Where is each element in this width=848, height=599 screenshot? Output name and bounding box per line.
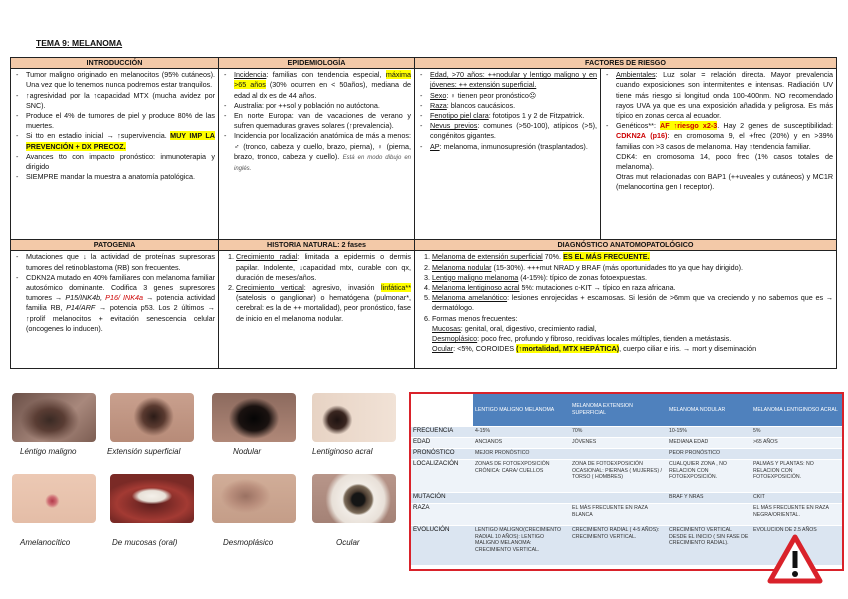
comparison-row-header: PRONÓSTICO bbox=[411, 449, 473, 460]
comparison-cell: MEJOR PRONÓSTICO bbox=[473, 449, 570, 460]
mucosas-oral-photo bbox=[110, 474, 194, 523]
intro-item: - Tumor maligno originado en melanocitos (95% cutáneos). Una vez que lo tenemos nunca podremos estar tranquilos. bbox=[26, 70, 215, 90]
summary-table bbox=[10, 57, 837, 369]
comparison-row bbox=[411, 438, 842, 449]
diag-item: 3. Lentigo maligno melanoma (4-15%): típico de zonas fotoexpuestas. bbox=[432, 273, 833, 283]
epi-item: - Incidencia por localización anatómica de más a menos: ♂ (tronco, cabeza y cuello, brazo, pierna), ♀ (pierna, brazo, tronco, cabeza y cuello). Está en modo dibujo en inglés. bbox=[234, 131, 411, 174]
comparison-cell: 10-15% bbox=[667, 427, 751, 438]
riesgo-item: - Sexo: ♀ tienen peor pronóstico☹ bbox=[430, 91, 597, 101]
intro-item: - ↑agresividad por la ↑capacidad MTX (mucha avidez por SNC). bbox=[26, 91, 215, 111]
comparison-cell bbox=[473, 504, 570, 526]
comparison-cell: EL MÁS FRECUENTE EN RAZA BLANCA bbox=[570, 504, 667, 526]
comparison-cell: CKIT bbox=[751, 493, 842, 504]
warning-icon bbox=[767, 534, 823, 584]
riesgo-item: - Genéticos**: AF ↑riesgo x2-3. Hay 2 genes de susceptibilidad: CDKN2A (p16): en cromosoma 9, el +frec (20%) y en >39% familias con >3 casos de melanoma. Hay ↑tendencia familiar. bbox=[616, 121, 833, 152]
riesgo-item: - Nevus previos: comunes (>50-100), atípicos (>5), congénitos gigantes. bbox=[430, 121, 597, 141]
comparison-cell: PEOR PRONÓSTICO bbox=[667, 449, 751, 460]
nodular-photo bbox=[212, 393, 296, 442]
comparison-cell: 70% bbox=[570, 427, 667, 438]
comparison-cell bbox=[473, 493, 570, 504]
page-title: TEMA 9: MELANOMA bbox=[36, 38, 123, 48]
caption: Ocular bbox=[336, 538, 360, 547]
patogenia-header: PATOGENIA bbox=[11, 240, 219, 251]
comparison-row bbox=[411, 493, 842, 504]
comparison-row bbox=[411, 504, 842, 526]
comparison-cell: 5% bbox=[751, 427, 842, 438]
comparison-row bbox=[411, 460, 842, 493]
patogenia-item: - Mutaciones que ↓ la actividad de proteínas supresoras tumores del retinoblastoma (RB) son frecuentes. bbox=[26, 252, 215, 272]
caption: Extensión superficial bbox=[107, 447, 181, 456]
desmoplasico-photo bbox=[212, 474, 296, 523]
comparison-cell: 4-15% bbox=[473, 427, 570, 438]
comparison-cell bbox=[570, 449, 667, 460]
comparison-row bbox=[411, 427, 842, 438]
lentiginoso-acral-photo bbox=[312, 393, 396, 442]
intro-header: INTRODUCCIÓN bbox=[11, 58, 219, 69]
extension-superficial-photo bbox=[110, 393, 194, 442]
comparison-row-header: LOCALIZACIÓN bbox=[411, 460, 473, 493]
comparison-cell: ZONAS DE FOTOEXPOSICIÓN CRÓNICA: CARA/ CUELLOS bbox=[473, 460, 570, 493]
lentigo-maligno-photo bbox=[12, 393, 96, 442]
caption: Nodular bbox=[233, 447, 262, 456]
intro-cell bbox=[11, 69, 219, 240]
comparison-cell bbox=[570, 493, 667, 504]
comparison-cell: ANCIANOS bbox=[473, 438, 570, 449]
epi-item: - Australia: por ++sol y población no autóctona. bbox=[234, 101, 411, 111]
caption: Léntigo maligno bbox=[20, 447, 77, 456]
amelanocitico-photo bbox=[12, 474, 96, 523]
riesgo-genes-extra: CDK4: en cromosoma 14, poco frec (1% casos totales de melanoma). Otras mut relacionadas con BAP1 (++uveales y cutáneos) y MC1R (melanocortina gen I receptor). bbox=[616, 151, 834, 192]
historia-cell bbox=[219, 251, 415, 369]
patogenia-item: - CDKN2A mutado en 40% familiares con melanoma familiar autosómico dominante. Codifica 3 genes supresores tumores → P15/INK4b, P16/ INK4a → potencia actividad familia RB, P14/ARF → potencia p53. Los 2 últimos → ↑prolif melanocitos + evitación senescencia celular (oncogenes lo inducen). bbox=[26, 273, 215, 334]
comparison-cell: CRECIMIENTO RADIAL ( 4-5 AÑOS): CRECIMIENTO VERTICAL. bbox=[570, 526, 667, 566]
comparison-col-header: MELANOMA EXTENSION SUPERFICIAL bbox=[570, 394, 667, 427]
diag-item: 1. Melanoma de extensión superficial 70%. ES EL MÁS FRECUENTE. bbox=[432, 252, 833, 262]
diag-form: Ocular: <5%, COROIDES (↑mortalidad, MTX HEPÁTICA), cuerpo ciliar e iris. → mort y diseminación bbox=[432, 344, 757, 354]
intro-item: - Si tto en estadio inicial → ↑supervivencia. MUY IMP LA PREVENCIÓN + DX PRECOZ. bbox=[26, 131, 215, 151]
diag-cell bbox=[415, 251, 837, 369]
caption: Desmoplásico bbox=[223, 538, 274, 547]
diag-item: 2. Melanoma nodular (15-30%). +++mut NRAD y BRAF (más oportunidades tto ya que hay dirigido). bbox=[432, 263, 833, 273]
comparison-corner bbox=[411, 394, 473, 427]
riesgo-item: - Edad, >70 años: ++nodular y lentigo maligno y en jóvenes: ++ extensión superficial. bbox=[430, 70, 597, 90]
comparison-cell: BRAF Y NRAS bbox=[667, 493, 751, 504]
comparison-cell: EVOLUCION DE 2.5 AÑOS bbox=[751, 526, 842, 566]
riesgo-item: - AP: melanoma, inmunosupresión (trasplantados). bbox=[430, 142, 597, 152]
epi-cell bbox=[219, 69, 415, 240]
riesgo-right-cell bbox=[601, 69, 837, 240]
diag-header: DIAGNÓSTICO ANATOMOPATOLÓGICO bbox=[415, 240, 837, 251]
comparison-col-header: LENTIGO MALIGNO MELANOMA bbox=[473, 394, 570, 427]
caption: De mucosas (oral) bbox=[112, 538, 178, 547]
comparison-cell bbox=[667, 504, 751, 526]
comparison-cell: PALMAS Y PLANTAS: NO RELACION CON FOTOEXPOSICIÓN. bbox=[751, 460, 842, 493]
comparison-row-header: EDAD bbox=[411, 438, 473, 449]
riesgo-item: - Fenotipo piel clara: fototipos 1 y 2 de Fitzpatrick. bbox=[430, 111, 597, 121]
patogenia-cell bbox=[11, 251, 219, 369]
diag-form: Desmoplásico: poco frec, profundo y fibroso, recidivas locales múltiples, tienden a metástasis. bbox=[432, 334, 732, 344]
caption: Lentiginoso acral bbox=[312, 447, 373, 456]
historia-item: 2. Crecimiento vertical: agresivo, invasión linfática** (satelosis o ganglionar) o hematógena (pulmonar*, cerebral: es la de ++ mortalidad), peor pronóstico, fase de inicio en el melanoma nodular. bbox=[236, 283, 411, 324]
comparison-cell: CRECIMIENTO VERTICAL DESDE EL INICIO ( SIN FASE DE CRECIMIENTO RADIAL). bbox=[667, 526, 751, 566]
comparison-row-header: EVOLUCIÓN bbox=[411, 526, 473, 566]
riesgo-item: - Raza: blancos caucásicos. bbox=[430, 101, 597, 111]
historia-item: 1. Crecimiento radial: limitada a epidermis o dermis papilar. Indolente, ↓capacidad mtx, curable con qx, duración de meses/años. bbox=[236, 252, 411, 283]
comparison-cell: MEDIANA EDAD bbox=[667, 438, 751, 449]
comparison-cell bbox=[751, 449, 842, 460]
comparison-row-header: FRECUENCIA bbox=[411, 427, 473, 438]
intro-item: - Avances tto con impacto pronóstico: inmunoterapia y dirigido bbox=[26, 152, 215, 172]
comparison-col-header: MELANOMA NODULAR bbox=[667, 394, 751, 427]
comparison-row bbox=[411, 449, 842, 460]
diag-forms bbox=[418, 324, 833, 355]
comparison-cell: EL MÁS FRECUENTE EN RAZA NEGRA/ORIENTAL. bbox=[751, 504, 842, 526]
caption: Amelanocítico bbox=[20, 538, 71, 547]
comparison-row-header: MUTACIÓN bbox=[411, 493, 473, 504]
diag-item: 5. Melanoma amelanótico: lesiones enrojecidas + escamosas. Si lesión de >6mm que va creciendo y no sabemos que es → dermatólogo. bbox=[432, 293, 833, 313]
epi-item: - Incidencia: familias con tendencia especial, máxima >65 años (30% ocurren en < 50años), mediana de edad al dx es de 44 años. bbox=[234, 70, 411, 101]
comparison-cell: LENTIGO MALIGNO(CRECIMIENTO RADIAL 10 AÑOS): LENTIGO MALIGNO MELANOMA: CRECIMIENTO VERTICAL. bbox=[473, 526, 570, 566]
intro-item: - Produce el 4% de tumores de piel y produce 80% de las muertes. bbox=[26, 111, 215, 131]
diag-item: 6. Formas menos frecuentes: bbox=[432, 314, 833, 324]
intro-item: - SIEMPRE mandar la muestra a anatomía patológica. bbox=[26, 172, 215, 182]
historia-header: HISTORIA NATURAL: 2 fases bbox=[219, 240, 415, 251]
comparison-cell: CUALQUIER ZONA , NO RELACION CON FOTOEXPOSICIÓN. bbox=[667, 460, 751, 493]
comparison-row-header: RAZA bbox=[411, 504, 473, 526]
comparison-cell: JÓVENES bbox=[570, 438, 667, 449]
diag-form: Mucosas: genital, oral, digestivo, crecimiento radial, bbox=[432, 323, 597, 333]
comparison-col-header: MELANOMA LENTIGINOSO ACRAL bbox=[751, 394, 842, 427]
riesgo-left-cell bbox=[415, 69, 601, 240]
diag-item: 4. Melanoma lentiginoso acral 5%: mutaciones c-KIT → típico en raza africana. bbox=[432, 283, 833, 293]
comparison-cell: >65 AÑOS bbox=[751, 438, 842, 449]
ocular-photo bbox=[312, 474, 396, 523]
riesgo-item: - Ambientales: Luz solar = relación directa. Mayor prevalencia cuando exposiciones son intermitentes e intensas. Radiación UV tiene más riesgo si longitud onda 100-400nm. NO recomendado rayos UVA ya que es una exposición añadida y peligrosa. Es más típico en zonas cerca al ecuador. bbox=[616, 70, 833, 121]
epi-header: EPIDEMIOLOGÍA bbox=[219, 58, 415, 69]
epi-item: - En norte Europa: van de vacaciones de verano y sufren quemaduras graves solares (↑prevalencia). bbox=[234, 111, 411, 131]
riesgo-header: FACTORES DE RIESGO bbox=[415, 58, 837, 69]
comparison-cell: ZONA DE FOTOEXPOSICIÓN OCASIONAL: PIERNAS ( MUJERES) / TORSO ( HOMBRES) bbox=[570, 460, 667, 493]
